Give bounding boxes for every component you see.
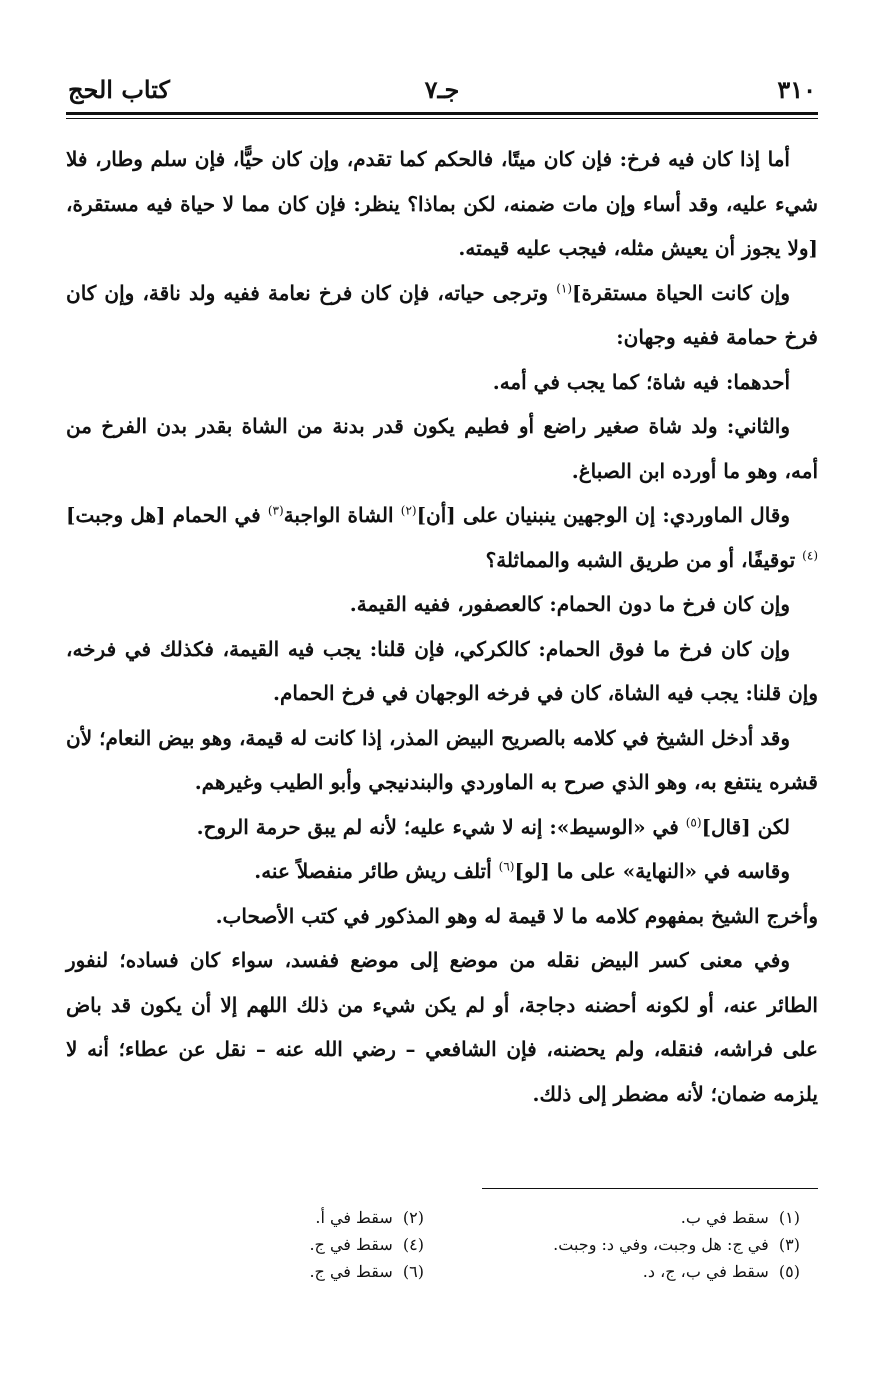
paragraph: والثاني: ولد شاة صغير راضع أو فطيم يكون قدر بدنة من الشاة بقدر بدن الفرخ من أمه، وهو ما أورده ابن الصباغ.: [66, 414, 818, 483]
paragraph: [66, 271, 818, 360]
volume-label: جـ٧: [424, 75, 460, 104]
main-text: [66, 137, 818, 1116]
header-rule-thin: [66, 118, 818, 119]
footnote-marker: (٢): [400, 503, 417, 518]
footnote-number: (٥): [778, 1262, 800, 1281]
paragraph-text: وقال الماوردي: إن الوجهين ينبنيان على [أن]: [416, 503, 791, 527]
paragraph-text: وترجى حياته، فإن كان فرخ نعامة ففيه ولد ناقة، وإن كان فرخ حمامة ففيه وجهان:: [66, 280, 818, 349]
footnote-row: [66, 1258, 818, 1285]
paragraph-text: وإن كانت الحياة مستقرة]: [572, 280, 790, 305]
footnote: [442, 1231, 818, 1258]
footnote: [66, 1204, 442, 1231]
footnote-number: (٤): [402, 1235, 424, 1254]
running-header: [68, 72, 816, 108]
paragraph-text: وقاسه في «النهاية» على ما [لو]: [514, 859, 790, 883]
footnote-text: سقط في ب.: [680, 1208, 769, 1227]
footnote-row: [66, 1204, 818, 1231]
footnote-text: سقط في ج.: [309, 1235, 393, 1254]
footnote-marker: (١): [556, 280, 573, 295]
paragraph: [66, 849, 818, 894]
footnote-number: (١): [778, 1208, 800, 1227]
footnote-number: (٢): [402, 1208, 424, 1227]
paragraph-text: في «الوسيط»: إنه لا شيء عليه؛ لأنه لم يبق حرمة الروح.: [196, 814, 686, 839]
footnote-marker: (٣): [267, 503, 284, 518]
paragraph: أحدهما: فيه شاة؛ كما يجب في أمه.: [492, 369, 790, 394]
footnote: [442, 1258, 818, 1285]
footnote-marker: (٥): [685, 814, 702, 829]
paragraph: أما إذا كان فيه فرخ: فإن كان ميتًا، فالحكم كما تقدم، وإن كان حيًّا، فإن سلم وطار، فلا شيء عليه، وقد أساء وإن مات ضمنه، لكن بماذا؟ ينظر: فإن كان مما لا حياة فيه مستقرة، [ولا يجوز أن يعيش مثله، فيجب عليه قيمته.: [66, 147, 818, 260]
footnote-text: في ج: هل وجبت، وفي د: وجبت.: [553, 1235, 769, 1254]
page-number: ٣١٠: [777, 75, 816, 104]
footnote-text: سقط في ج.: [309, 1262, 393, 1281]
paragraph-text: لكن [قال]: [701, 814, 790, 839]
paragraph-text: الشاة الواجبة: [283, 503, 401, 527]
paragraph: وفي معنى كسر البيض نقله من موضع إلى موضع ففسد، سواء كان فساده؛ لنفور الطائر عنه، أو لكونه أحضنه دجاجة، أو لم يكن شيء من ذلك اللهم إلا أن يكون قد باض على فراشه، فنقله، ولم يحضنه، فإن الشافعي – رضي الله عنه – نقل عن عطاء؛ أنه لا يلزمه ضمان؛ لأنه مضطر إلى ذلك.: [66, 948, 818, 1106]
footnotes: [66, 1204, 818, 1285]
paragraph: وأخرج الشيخ بمفهوم كلامه ما لا قيمة له وهو المذكور في كتب الأصحاب.: [215, 903, 818, 928]
header-rule-thick: [66, 112, 818, 115]
paragraph-text: في الحمام [هل وجبت]: [66, 503, 268, 527]
paragraph: وإن كان فرخ ما دون الحمام: كالعصفور، ففيه القيمة.: [349, 592, 790, 616]
footnote-number: (٦): [402, 1262, 424, 1281]
book-title: كتاب الحج: [68, 75, 170, 104]
paragraph: وقد أدخل الشيخ في كلامه بالصريح البيض المذر، إذا كانت له قيمة، وهو بيض النعام؛ لأن قشره ينتفع به، وهو الذي صرح به الماوردي والبندنيجي وأبو الطيب وغيرهم.: [66, 725, 818, 794]
footnote-divider: [482, 1188, 818, 1189]
footnote-text: سقط في ب، ج، د.: [642, 1262, 769, 1281]
footnote-text: سقط في أ.: [315, 1208, 393, 1227]
footnote: [66, 1231, 442, 1258]
paragraph-text: أتلف ريش طائر منفصلاً عنه.: [254, 859, 499, 883]
footnote: [66, 1258, 442, 1285]
paragraph-text: توقيفًا، أو من طريق الشبه والمماثلة؟: [485, 547, 803, 572]
paragraph: وإن كان فرخ ما فوق الحمام: كالكركي، فإن قلنا: يجب فيه القيمة، فكذلك في فرخه، وإن قلنا: يجب فيه الشاة، كان في فرخه الوجهان في فرخ الحمام.: [66, 636, 818, 705]
footnote-marker: (٦): [498, 859, 515, 874]
footnote-number: (٣): [778, 1235, 800, 1254]
footnote: [442, 1204, 818, 1231]
paragraph: [66, 805, 818, 850]
footnote-row: [66, 1231, 818, 1258]
footnote-marker: (٤): [802, 547, 818, 562]
paragraph: [66, 493, 818, 582]
